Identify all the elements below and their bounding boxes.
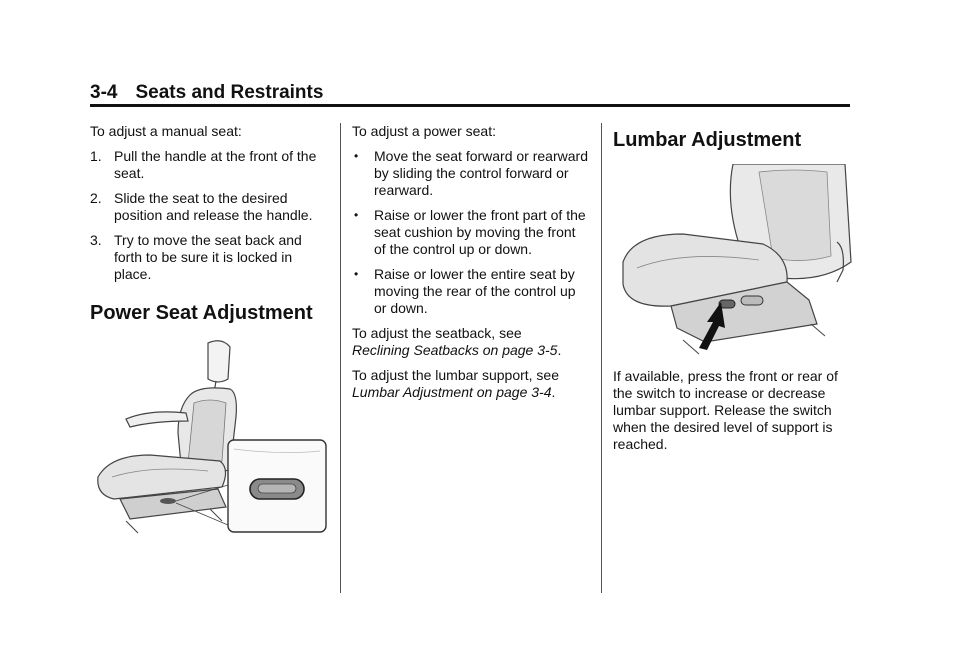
power-seat-bullets (352, 148, 588, 317)
bullet-item (352, 266, 588, 317)
step-text: Slide the seat to the desired position and release the handle. (114, 190, 313, 223)
header-rule (90, 104, 850, 107)
bullet-item (352, 148, 588, 199)
step-number: 2. (90, 190, 102, 206)
lumbar-text: To adjust the lumbar support, see (352, 367, 560, 383)
manual-seat-intro: To adjust a manual seat: (90, 123, 242, 139)
headrest-shape (208, 341, 230, 382)
step-number: 3. (90, 232, 102, 248)
page-number: 3-4 (90, 82, 118, 103)
power-seat-intro: To adjust a power seat: (352, 123, 496, 139)
lumbar-adjustment-link[interactable]: Lumbar Adjustment on page 3-4 (352, 384, 552, 400)
manual-seat-steps (90, 148, 330, 283)
column-divider-2 (601, 123, 602, 593)
bullet-glyph: • (354, 208, 359, 222)
seat-switch (741, 296, 763, 305)
bullet-glyph: • (354, 267, 359, 281)
lumbar-paragraph: To adjust the lumbar support, see Lumbar Adjustment on page 3-4. (352, 367, 560, 400)
page-header (90, 80, 850, 106)
chapter-title: Seats and Restraints (135, 82, 324, 103)
seat-control (160, 498, 176, 504)
bullet-item (352, 207, 588, 258)
bullet-text: Move the seat forward or rearward by sliding the control forward or rearward. (374, 148, 588, 198)
bullet-text: Raise or lower the entire seat by moving the rear of the control up or down. (374, 266, 576, 316)
power-seat-illustration (90, 337, 330, 535)
step-item (90, 148, 330, 182)
column-manual-seat (90, 123, 330, 535)
lumbar-heading: Lumbar Adjustment (613, 129, 802, 151)
bullet-text: Raise or lower the front part of the seat cushion by moving the front of the control up or down. (374, 207, 586, 257)
step-text: Try to move the seat back and forth to be sure it is locked in place. (114, 232, 302, 282)
column-power-seat (352, 123, 588, 409)
step-number: 1. (90, 148, 102, 164)
seatback-paragraph: To adjust the seatback, see Reclining Seatbacks on page 3-5. (352, 325, 562, 358)
column-lumbar (613, 123, 858, 461)
seatback-text: To adjust the seatback, see (352, 325, 522, 341)
column-divider-1 (340, 123, 341, 593)
power-seat-heading: Power Seat Adjustment (90, 302, 313, 324)
lumbar-body: If available, press the front or rear of the switch to increase or decrease lumbar support. Release the switch when the desired level of support is reached. (613, 368, 838, 452)
step-item (90, 232, 330, 283)
step-text: Pull the handle at the front of the seat. (114, 148, 317, 181)
bullet-glyph: • (354, 149, 359, 163)
reclining-seatbacks-link[interactable]: Reclining Seatbacks on page 3-5 (352, 342, 558, 358)
lumbar-illustration (613, 164, 853, 358)
step-item (90, 190, 330, 224)
